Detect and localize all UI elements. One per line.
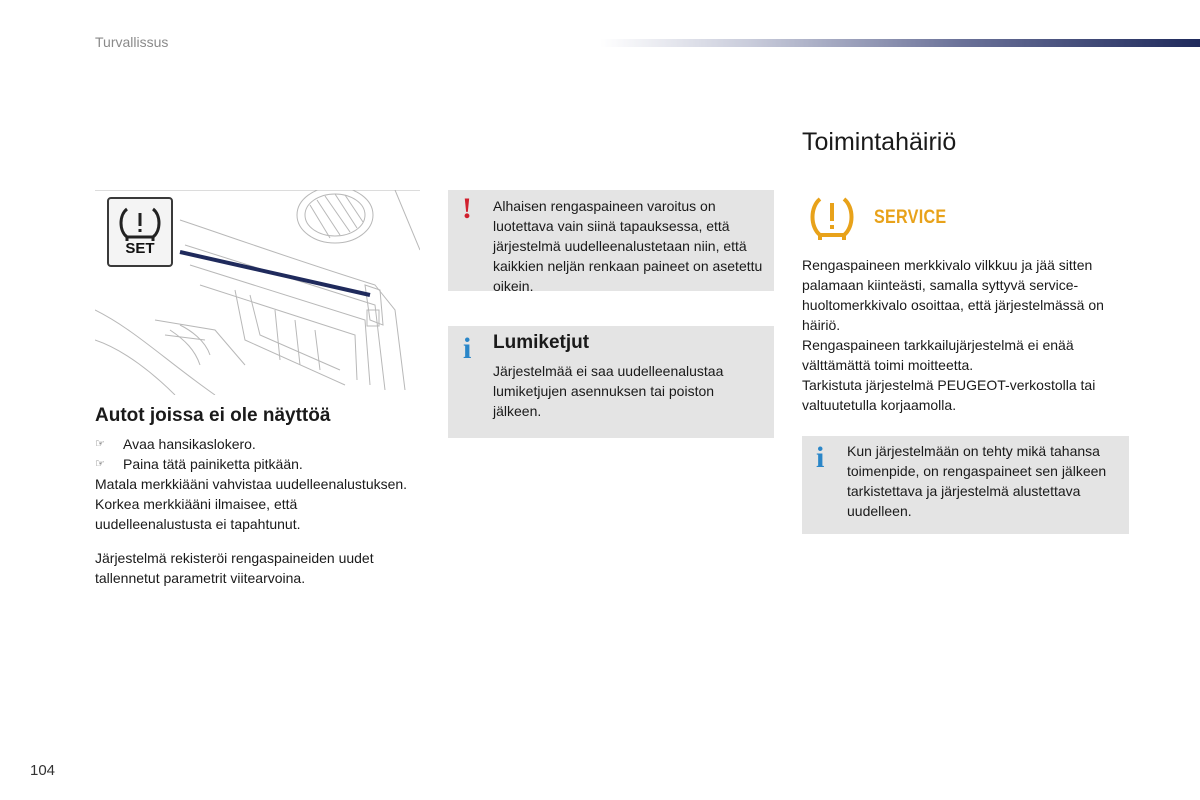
info-text: Kun järjestelmään on tehty mikä tahansa toimenpide, on rengaspaineet sen jälkeen tarkistettava ja järjestelmä alustettava uudelleen.	[847, 443, 1107, 519]
section-heading-no-display: Autot joissa ei ole näyttöä	[95, 405, 331, 426]
left-instructions	[95, 434, 415, 588]
snow-chains-note-box	[448, 326, 774, 438]
exclamation-icon: !	[462, 192, 472, 225]
header-gradient-bar	[600, 39, 1200, 47]
pointing-hand-icon: ☞	[95, 438, 105, 450]
paragraph: Matala merkkiääni vahvistaa uudelleenalustuksen.	[95, 476, 408, 492]
paragraph: Rengaspaineen merkkivalo vilkkuu ja jää sitten palamaan kiinteästi, samalla syttyvä service-huoltomerkkivalo osoittaa, että järjestelmässä on häiriö.	[802, 257, 1104, 333]
paragraph: Järjestelmä rekisteröi rengaspaineiden uudet tallennetut parametrit viitearvoina.	[95, 550, 374, 586]
section-title: Turvallissus	[95, 34, 169, 50]
set-button-label: SET	[125, 240, 155, 257]
paragraph: Tarkistuta järjestelmä PEUGEOT-verkostolla tai valtuutetulla korjaamolla.	[802, 377, 1096, 413]
warning-note-box	[448, 190, 774, 294]
tpms-warning-icon	[109, 203, 171, 243]
set-button-callout	[107, 197, 173, 267]
snow-chains-text: Järjestelmää ei saa uudelleenalustaa lumiketjujen asennuksen tai poiston jälkeen.	[493, 363, 724, 419]
bullet-text: Paina tätä painiketta pitkään.	[123, 456, 303, 472]
paragraph: Korkea merkkiääni ilmaisee, että uudelleenalustusta ei tapahtunut.	[95, 496, 301, 532]
malfunction-description	[802, 255, 1132, 415]
paragraph: Rengaspaineen tarkkailujärjestelmä ei enää välttämättä toimi moitteetta.	[802, 337, 1074, 373]
info-note-box	[802, 436, 1129, 534]
info-icon: i	[463, 332, 472, 365]
warning-text: Alhaisen rengaspaineen varoitus on luotettava vain siinä tapauksessa, että järjestelmä uudelleenalustetaan niin, että kaikkien neljän renkaan paineet on asetettu oikein.	[493, 198, 763, 294]
list-item	[95, 434, 415, 454]
malfunction-heading: Toimintahäiriö	[802, 128, 957, 156]
page-number: 104	[30, 762, 56, 779]
service-indicator-label: SERVICE	[874, 207, 947, 228]
list-item	[95, 454, 415, 474]
bullet-text: Avaa hansikaslokero.	[123, 436, 256, 452]
glovebox-illustration	[95, 190, 420, 395]
pointer-line	[180, 252, 370, 295]
snow-chains-title: Lumiketjut	[493, 332, 590, 353]
tpms-warning-icon	[808, 195, 856, 241]
info-icon: i	[816, 441, 825, 474]
pointing-hand-icon: ☞	[95, 458, 105, 470]
